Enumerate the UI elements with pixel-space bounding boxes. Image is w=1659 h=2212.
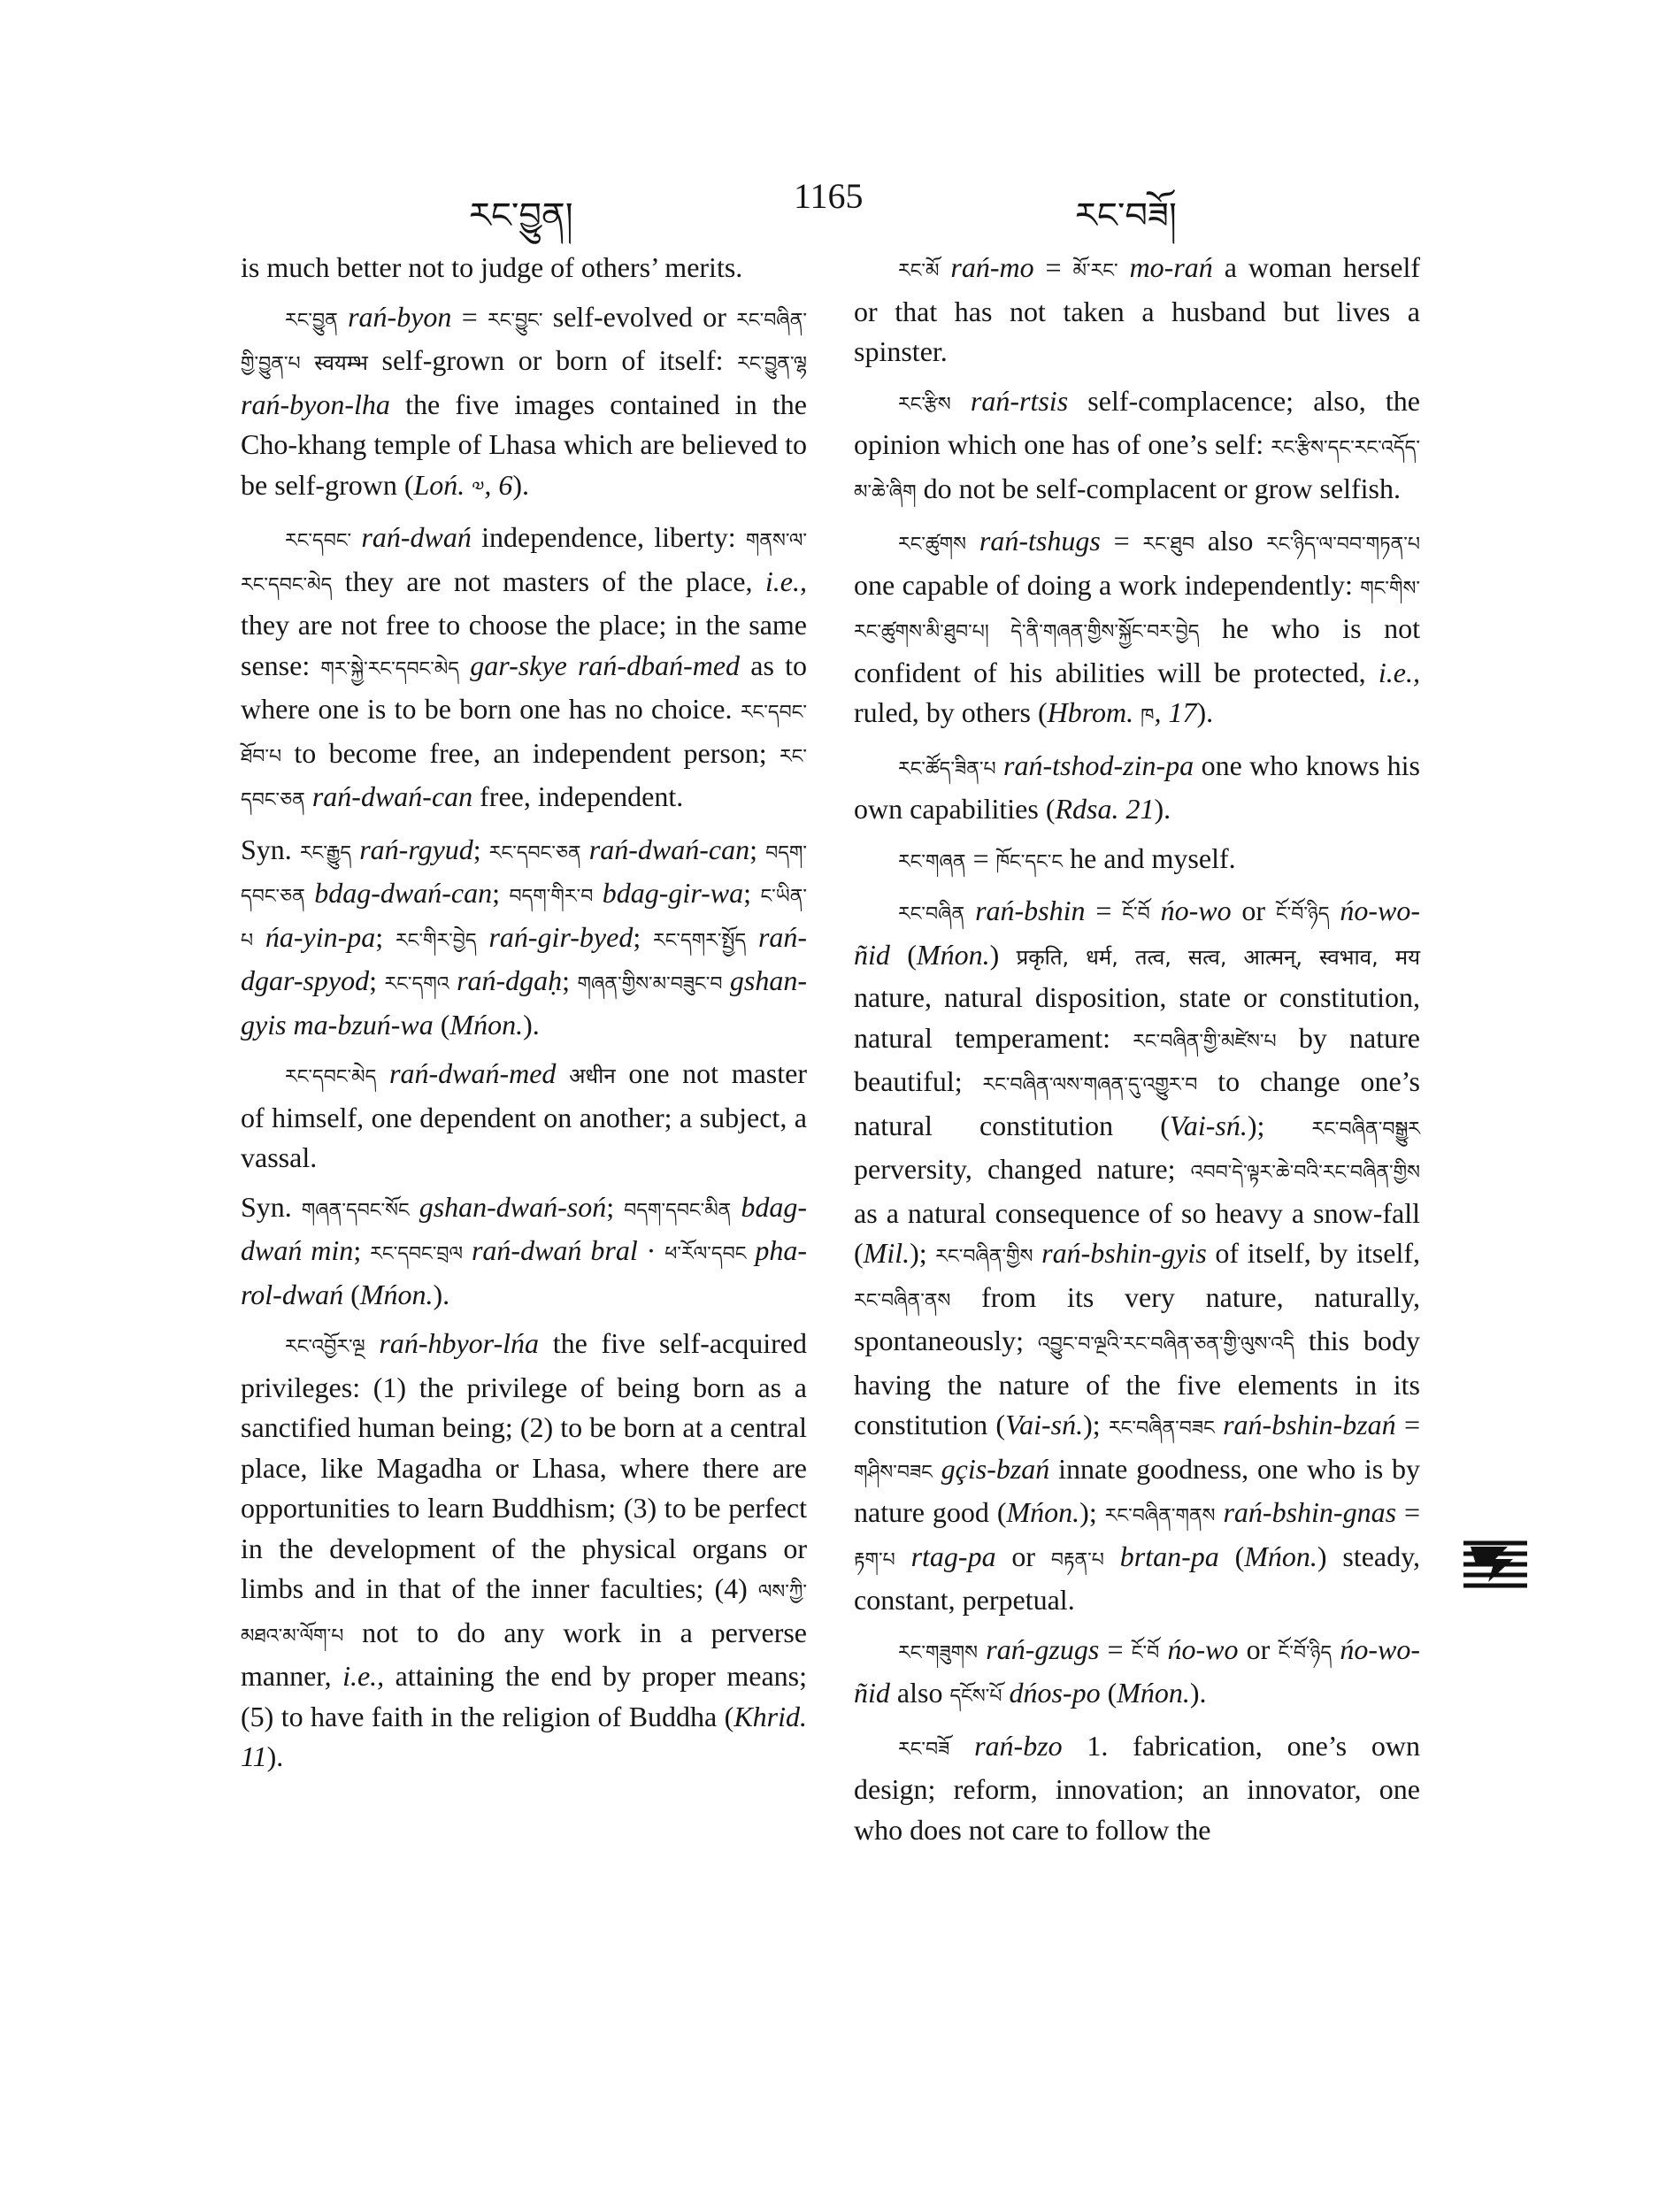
definition-text: ( bbox=[343, 1278, 360, 1310]
definition-text: ). bbox=[1154, 793, 1171, 825]
definition-text: as a natural consequence of so heavy a snow-fall ( bbox=[854, 1196, 1420, 1269]
tibetan-term: གཤིས་བཟང bbox=[854, 1461, 933, 1484]
tibetan-term: ང་ཡིན་པ bbox=[241, 886, 808, 952]
tibetan-term: དངོས་པོ bbox=[949, 1686, 1002, 1708]
definition-text: this body having the nature of the five elements in its constitution ( bbox=[854, 1325, 1420, 1440]
definition-text: one capable of doing a work independently: bbox=[854, 568, 1361, 601]
transliteration: dńos-po bbox=[1009, 1677, 1101, 1709]
tibetan-term: རང་དགའ bbox=[384, 973, 449, 995]
transliteration: , 17 bbox=[1154, 696, 1197, 728]
definition-text: by nature beautiful; bbox=[854, 1021, 1420, 1097]
definition-text: not to do any work in a perverse manner, bbox=[241, 1616, 807, 1692]
definition-text bbox=[1332, 1633, 1340, 1665]
dictionary-entry bbox=[241, 1054, 807, 1179]
tibetan-term: རང་བྱུན་ལྷ bbox=[737, 353, 808, 375]
running-head-left: རང་བྱུན། bbox=[469, 196, 573, 236]
definition-text: he and myself. bbox=[1063, 841, 1236, 874]
transliteration: Mńon. bbox=[1117, 1677, 1190, 1709]
dictionary-entry bbox=[241, 830, 807, 1046]
transliteration: gshan-gyis ma-bzuń-wa bbox=[241, 964, 808, 1041]
definition-text: ( bbox=[1218, 1540, 1245, 1572]
definition-text bbox=[746, 1234, 755, 1266]
transliteration: Mńon. bbox=[1006, 1496, 1080, 1528]
definition-text: self-grown or born of itself: bbox=[367, 344, 738, 376]
definition-text bbox=[996, 749, 1003, 781]
definition-text bbox=[949, 1730, 974, 1762]
tibetan-term: གང་གིས་རང་ཚུགས་མི་ཐུབ་པ། དེ་ནི་གཞན་གྱིས་སྐྱོང་བར་བྱེད bbox=[854, 577, 1420, 643]
transliteration: rań-mo bbox=[950, 251, 1034, 283]
transliteration: ńo-wo-ñid bbox=[854, 895, 1420, 971]
definition-text: ( bbox=[433, 1008, 450, 1041]
definition-text: to become free, an independent person; bbox=[281, 736, 780, 769]
tibetan-term: རང་དབང་ཅན bbox=[488, 841, 581, 864]
definition-text: or bbox=[1231, 895, 1276, 926]
definition-text bbox=[1133, 696, 1141, 728]
definition-text bbox=[365, 1327, 380, 1359]
tibetan-term: རང་རྒྱུད bbox=[299, 841, 352, 864]
transliteration: rań-byon bbox=[348, 300, 452, 333]
definition-text: = bbox=[1099, 1632, 1132, 1665]
definition-text bbox=[731, 1191, 741, 1223]
definition-text: or bbox=[995, 1540, 1051, 1572]
definition-text bbox=[581, 833, 589, 865]
transliteration: Vai-sń. bbox=[1005, 1409, 1084, 1440]
definition-text: he who is not confident of his abilities will be protected, bbox=[854, 612, 1421, 688]
definition-text: · bbox=[637, 1234, 665, 1266]
definition-text: ; bbox=[375, 920, 396, 953]
definition-text: is much better not to judge of others’ merits. bbox=[241, 251, 743, 283]
definition-text bbox=[338, 301, 348, 333]
definition-text: = bbox=[1033, 251, 1073, 283]
tibetan-term: མོ་རང་ bbox=[1072, 260, 1118, 282]
dictionary-entry bbox=[854, 521, 1420, 737]
tibetan-term: རྟག་པ bbox=[854, 1548, 895, 1571]
transliteration: i.e., bbox=[342, 1660, 385, 1692]
definition-text: perversity, changed nature; bbox=[854, 1153, 1191, 1185]
definition-text: ). bbox=[1189, 1677, 1207, 1709]
tibetan-term: རང་དབང་མེད bbox=[285, 1066, 377, 1088]
definition-text: = bbox=[1395, 1409, 1421, 1440]
definition-text: of itself, by itself, bbox=[1206, 1237, 1421, 1269]
dictionary-entry bbox=[854, 1726, 1420, 1851]
transliteration: rań-bshin-bzań bbox=[1223, 1409, 1396, 1440]
transliteration: gshan-dwań-soń bbox=[419, 1190, 607, 1223]
transliteration: rań-bshin bbox=[975, 895, 1086, 926]
tibetan-term: རང་རྩིས bbox=[898, 393, 951, 416]
transliteration: Vai-sń. bbox=[1169, 1109, 1248, 1141]
transliteration: Hbrom. bbox=[1047, 696, 1134, 728]
transliteration: rań-bshin-gyis bbox=[1041, 1237, 1207, 1269]
transliteration: pha-rol-dwań bbox=[241, 1234, 808, 1310]
tibetan-term: ཁ bbox=[1141, 705, 1155, 727]
definition-text bbox=[1150, 895, 1161, 926]
transliteration: rań-dwań bral bbox=[471, 1234, 638, 1266]
definition-text bbox=[722, 964, 729, 996]
transliteration: Mil. bbox=[863, 1237, 910, 1269]
transliteration: rań-gir-byed bbox=[488, 920, 634, 953]
definition-text bbox=[964, 895, 975, 926]
definition-text: ) steady, constant, perpetual. bbox=[854, 1540, 1421, 1616]
transliteration: Mńon. bbox=[449, 1008, 524, 1041]
definition-text bbox=[301, 344, 315, 376]
tibetan-term: རང་བཞིན་གྱི་བྱུན་པ bbox=[241, 309, 808, 375]
definition-text: ). bbox=[512, 468, 530, 501]
transliteration: mo-rań bbox=[1129, 251, 1213, 283]
sanskrit-term: अधीन bbox=[569, 1064, 616, 1088]
definition-text bbox=[477, 921, 489, 953]
definition-text: ) bbox=[989, 938, 1017, 971]
definition-text: independence, liberty: bbox=[471, 521, 746, 553]
transliteration: , 6 bbox=[484, 468, 513, 501]
page-header bbox=[0, 175, 1659, 236]
transliteration: i.e., bbox=[764, 565, 807, 597]
definition-text: self-evolved or bbox=[542, 300, 737, 333]
transliteration: rań-dgaḥ bbox=[457, 964, 563, 996]
transliteration: rań-bshin-gnas bbox=[1223, 1496, 1397, 1528]
tibetan-term: འབྱུང་བ་ལྔའི་རང་བཞིན་ཅན་གྱི་ལུས་འདི bbox=[1037, 1333, 1294, 1356]
definition-text: = bbox=[451, 300, 488, 333]
definition-text bbox=[1215, 1409, 1223, 1440]
definition-text bbox=[253, 921, 265, 953]
definition-text: attaining the end by proper means; (5) to have faith in the religion of Buddha ( bbox=[241, 1660, 808, 1732]
definition-text: Syn. bbox=[241, 833, 300, 865]
definition-text: ); bbox=[1247, 1109, 1312, 1141]
right-column bbox=[854, 248, 1420, 1859]
tibetan-term: བདག་གིར་བ bbox=[509, 886, 594, 908]
tibetan-term: རང་བཞིན bbox=[898, 903, 965, 926]
definition-text: or bbox=[1238, 1632, 1279, 1665]
tibetan-term: རང་ཐུབ bbox=[1142, 534, 1194, 556]
transliteration: Loń. bbox=[413, 468, 465, 501]
tibetan-term: ངོ་བོ་ཉིད bbox=[1275, 903, 1330, 926]
tibetan-term: རང་བཞིན་གྱི་མཛེས་པ bbox=[1133, 1030, 1277, 1053]
transliteration: rań-tshugs bbox=[979, 525, 1101, 557]
definition-text: ; bbox=[369, 964, 385, 996]
dictionary-entry bbox=[854, 248, 1420, 373]
transliteration: i.e., bbox=[1378, 656, 1420, 688]
tibetan-term: གཞན་གྱིས་མ་བཟུང་བ bbox=[577, 973, 723, 995]
transliteration: brtan-pa bbox=[1119, 1540, 1219, 1572]
definition-text bbox=[951, 385, 971, 417]
definition-text bbox=[939, 251, 950, 283]
definition-text: ; bbox=[562, 964, 578, 996]
definition-text: a woman herself or that has not taken a husband but lives a spinster. bbox=[854, 251, 1421, 367]
transliteration: rań-dwań bbox=[361, 521, 472, 553]
running-head-right: རང་བཟོ། bbox=[1075, 196, 1177, 236]
tibetan-term: རང་དབང་ bbox=[285, 530, 352, 552]
definition-text bbox=[1329, 895, 1340, 926]
definition-text: = bbox=[1085, 895, 1123, 926]
tibetan-term: རང་བྱུན bbox=[285, 309, 338, 332]
definition-text bbox=[449, 964, 457, 996]
definition-text bbox=[351, 833, 359, 865]
dictionary-entry bbox=[241, 518, 807, 821]
definition-text: ); bbox=[1079, 1496, 1105, 1528]
transliteration: rtag-pa bbox=[910, 1540, 996, 1572]
definition-text: also bbox=[889, 1677, 950, 1709]
tibetan-term: རང་དབང་ཐོབ་པ bbox=[241, 702, 807, 768]
definition-text: ; bbox=[633, 920, 653, 953]
transliteration: bdag-dwań-can bbox=[314, 877, 493, 909]
dictionary-entry bbox=[241, 1324, 807, 1778]
tibetan-term: རང་རྩིས་དང་རང་འདོད་མ་ཆེ་ཞིག bbox=[854, 437, 1420, 503]
tibetan-term: རང་བཞིན་བསྒྱུར bbox=[1311, 1118, 1421, 1141]
definition-text bbox=[746, 921, 758, 953]
tibetan-term: ངོ་བོ bbox=[1131, 1641, 1160, 1664]
dictionary-entry bbox=[241, 297, 807, 510]
definition-text bbox=[933, 1453, 941, 1485]
definition-text: ). bbox=[266, 1740, 284, 1772]
transliteration: rań-dwań-can bbox=[311, 780, 473, 812]
definition-text: ). bbox=[523, 1008, 540, 1041]
definition-text bbox=[593, 877, 602, 909]
tibetan-term: རང་བྱུང་ bbox=[488, 309, 543, 332]
dictionary-entry bbox=[854, 746, 1420, 830]
tibetan-term: རང་དགར་སྤྱོད bbox=[652, 929, 747, 952]
definition-text: ; bbox=[492, 877, 510, 909]
definition-text: ; bbox=[606, 1190, 625, 1223]
transliteration: gçis-bzań bbox=[941, 1452, 1050, 1485]
tibetan-term: གཞན་དབང་སོང bbox=[301, 1199, 410, 1222]
transliteration: rań-dwań-can bbox=[588, 833, 750, 865]
definition-text: innate goodness, one who is by nature good ( bbox=[854, 1452, 1421, 1528]
transliteration: ńa-yin-pa bbox=[265, 920, 376, 953]
tibetan-term: ཕ་རོལ་དབང bbox=[664, 1243, 747, 1265]
transliteration: rań-dgar-spyod bbox=[241, 920, 808, 996]
definition-text: = bbox=[1100, 525, 1143, 557]
definition-text: one not master of himself, one dependent on another; a subject, a vassal. bbox=[241, 1057, 808, 1173]
transliteration: Mńon. bbox=[916, 938, 990, 971]
tibetan-term: ངོ་བོ bbox=[1122, 903, 1150, 926]
definition-text: ruled, by others ( bbox=[854, 696, 1048, 728]
letter-r-thumb-index-icon bbox=[1462, 1538, 1529, 1594]
definition-text: to change one’s natural constitution ( bbox=[854, 1065, 1420, 1141]
transliteration: Rdsa. 21 bbox=[1055, 793, 1155, 825]
transliteration: rań-hbyor-lńa bbox=[379, 1327, 540, 1359]
tibetan-term: རང་བཞིན་བཟང bbox=[1108, 1417, 1215, 1440]
tibetan-term: རང་བཞིན་གནས bbox=[1104, 1505, 1216, 1527]
tibetan-term: འབབ་དེ་ལྟར་ཆེ་བའི་རང་བཞིན་གྱིས bbox=[1190, 1162, 1420, 1184]
tibetan-term: རང་བཟོ bbox=[898, 1738, 950, 1761]
definition-text: they are not masters of the place, bbox=[332, 565, 765, 597]
dictionary-entry bbox=[241, 1187, 807, 1316]
tibetan-term: གནས་ལ་རང་དབང་མེད bbox=[241, 530, 808, 596]
definition-text: 1. fabrication, one’s own design; reform, innovation; an innovator, one who does not care to follow the bbox=[854, 1729, 1421, 1846]
transliteration: rań-bzo bbox=[974, 1729, 1063, 1762]
transliteration: Khrid. 11 bbox=[241, 1700, 807, 1772]
definition-text bbox=[376, 1057, 389, 1089]
tibetan-term: ༧ bbox=[472, 477, 485, 500]
tibetan-term: ལས་ཀྱི་མཐའ་མ་ལོག་པ bbox=[241, 1581, 807, 1647]
tibetan-term: རང་ཉིད་ལ་བབ་གཏན་པ bbox=[1266, 534, 1421, 556]
definition-text: self-complacence; also, the opinion which one has of one’s self: bbox=[854, 384, 1420, 460]
definition-text bbox=[459, 649, 470, 681]
definition-text bbox=[966, 525, 979, 557]
sanskrit-term: स्वयम्भ bbox=[314, 350, 368, 375]
definition-text: the five self-acquired privileges: (1) the privilege of being born as a sanctified human being; (2) to be born at a central place, like Magadha or Lhasa, where there are opportunities to learn Buddhism; (3) to be perfect in the development of the physical organs or limbs and in that of the inner faculties; (4) bbox=[241, 1327, 808, 1604]
dictionary-entry bbox=[854, 1630, 1420, 1717]
sanskrit-term: प्रकृति, धर्म, तत्व, सत्व, आत्मन्, स्वभाव, मय bbox=[1016, 944, 1420, 970]
tibetan-term: རང་འབྱོར་ལྔ bbox=[285, 1336, 365, 1358]
definition-text: = bbox=[965, 841, 996, 874]
definition-text bbox=[556, 1057, 569, 1089]
definition-text bbox=[351, 521, 361, 553]
dictionary-entry bbox=[854, 891, 1420, 1621]
tibetan-term: རང་གཟུགས bbox=[898, 1641, 979, 1664]
transliteration: bdag-dwań min bbox=[241, 1190, 808, 1266]
transliteration: Mńon. bbox=[1244, 1540, 1317, 1572]
tibetan-term: རང་དབང་བྲལ bbox=[370, 1243, 463, 1265]
tibetan-term: རང་གིར་བྱེད bbox=[395, 929, 477, 952]
definition-text bbox=[978, 1633, 986, 1665]
transliteration: rań-byon-lha bbox=[241, 388, 390, 420]
definition-text: ). bbox=[1196, 696, 1214, 728]
definition-text bbox=[305, 877, 314, 909]
definition-text bbox=[305, 780, 312, 812]
tibetan-term: ངོ་བོ་ཉིད bbox=[1278, 1641, 1333, 1664]
definition-text: ; bbox=[472, 833, 489, 865]
definition-text: ( bbox=[1100, 1677, 1118, 1709]
tibetan-term: རང་བཞིན་ལས་གཞན་དུ་འགྱུར་བ bbox=[982, 1074, 1198, 1096]
definition-text: ; bbox=[353, 1234, 371, 1266]
tibetan-term: བདག་དབང་ཅན bbox=[241, 841, 808, 908]
dictionary-entry bbox=[854, 839, 1420, 883]
definition-text: do not be self-complacent or grow selfish. bbox=[916, 472, 1401, 504]
tibetan-term: རང་གཞན bbox=[898, 850, 966, 873]
page-number: 1165 bbox=[794, 176, 864, 216]
transliteration: rań-rgyud bbox=[359, 833, 473, 865]
definition-text: Syn. bbox=[241, 1190, 302, 1223]
definition-text: they are not free to choose the place; in the same sense: bbox=[241, 609, 807, 681]
transliteration: rań-tshod-zin-pa bbox=[1003, 749, 1194, 781]
tibetan-term: བརྟན་པ bbox=[1050, 1548, 1104, 1571]
transliteration: bdag-gir-wa bbox=[602, 877, 744, 909]
definition-text: = bbox=[1396, 1496, 1421, 1528]
definition-text bbox=[1033, 1237, 1041, 1269]
dictionary-entry bbox=[854, 381, 1420, 513]
definition-text: ); bbox=[1083, 1409, 1109, 1440]
transliteration: gar-skye rań-dbań-med bbox=[470, 649, 741, 681]
transliteration: rań-dwań-med bbox=[389, 1057, 557, 1089]
dictionary-entry bbox=[241, 248, 807, 288]
transliteration: ńo-wo bbox=[1160, 895, 1232, 926]
tibetan-term: གར་སྐྱེ་རང་དབང་མེད bbox=[320, 657, 460, 680]
transliteration: rań-rtsis bbox=[970, 384, 1069, 417]
transliteration: ńo-wo bbox=[1167, 1632, 1239, 1665]
definition-text: the five images contained in the Cho-khang temple of Lhasa which are believed to be self-grown ( bbox=[241, 388, 807, 501]
definition-text: ; bbox=[743, 877, 761, 909]
definition-text bbox=[1118, 251, 1130, 283]
tibetan-term: ཁོང་དང་ང bbox=[995, 850, 1064, 873]
definition-text: from its very nature, naturally, spontaneously; bbox=[854, 1280, 1420, 1356]
definition-text bbox=[463, 1234, 472, 1266]
definition-text bbox=[895, 1540, 911, 1572]
tibetan-term: རང་བཞིན་ནས bbox=[854, 1289, 951, 1312]
definition-text: free, independent. bbox=[472, 780, 684, 812]
tibetan-term: བདག་དབང་མིན bbox=[624, 1199, 732, 1222]
definition-text: also bbox=[1194, 525, 1267, 557]
transliteration: ńo-wo-ñid bbox=[854, 1632, 1421, 1709]
definition-text: ; bbox=[749, 833, 766, 865]
tibetan-term: རང་ཚོད་ཟིན་པ bbox=[898, 757, 996, 780]
definition-text: nature, natural disposition, state or constitution, natural temperament: bbox=[854, 981, 1420, 1054]
tibetan-term: རང་བཞིན་གྱིས bbox=[935, 1246, 1033, 1268]
definition-text: one who knows his own capabilities ( bbox=[854, 749, 1421, 825]
tibetan-term: རང་མོ bbox=[898, 260, 940, 282]
definition-text: ( bbox=[889, 938, 917, 971]
tibetan-term: རང་ཚུགས bbox=[898, 534, 967, 556]
tibetan-term: རང་དབང་ཅན bbox=[241, 745, 807, 811]
left-column bbox=[241, 248, 807, 1786]
definition-text: ). bbox=[433, 1278, 450, 1310]
definition-text bbox=[1104, 1540, 1120, 1572]
definition-text: as to where one is to be born one has no choice. bbox=[241, 649, 808, 725]
transliteration: Mńon. bbox=[359, 1278, 434, 1310]
transliteration: rań-gzugs bbox=[986, 1632, 1100, 1665]
definition-text bbox=[410, 1191, 419, 1223]
definition-text: ); bbox=[910, 1237, 936, 1269]
